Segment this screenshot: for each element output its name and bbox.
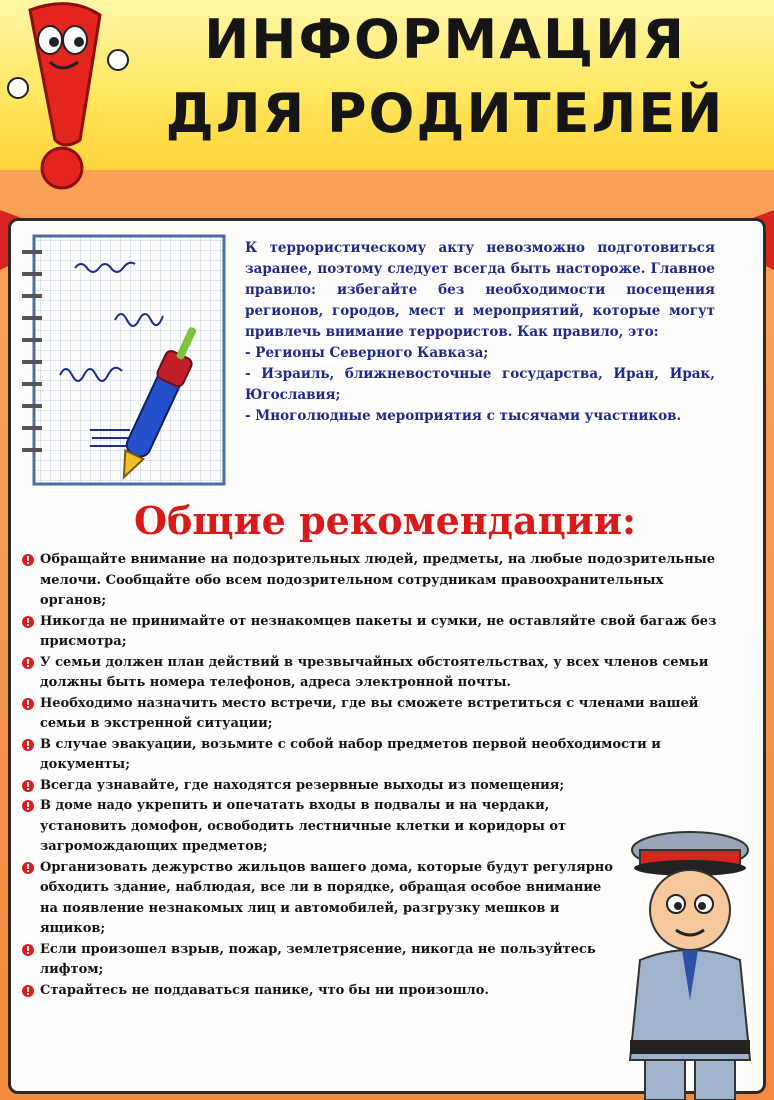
- list-item: [22, 612, 722, 653]
- list-item: [22, 550, 722, 612]
- list-item-text: Организовать дежурство жильцов вашего дома, которые будут регулярно обходить здание, наблюдая, все ли в порядке, обращая особое внимание на появление незнакомых лиц и автомобилей, разгрузку мешков и ящиков;: [40, 859, 613, 936]
- exclamation-mascot-icon: [0, 0, 140, 200]
- list-item-text: В доме надо укрепить и опечатать входы в подвалы и на чердаки, установить домофон, освободить лестничные клетки и коридоры от загромождающих предметов;: [40, 798, 567, 854]
- exclamation-bullet-icon: [22, 698, 34, 710]
- exclamation-bullet-icon: [22, 862, 34, 874]
- list-item: [22, 735, 722, 776]
- recommendations-title: Общие рекомендации:: [133, 498, 637, 543]
- list-item: [22, 940, 600, 981]
- page-title-line2: ДЛЯ РОДИТЕЛЕЙ: [165, 82, 725, 145]
- intro-paragraph: К террористическому акту невозможно подготовиться заранее, поэтому следует всегда быть настороже. Главное правило: избегайте без необходимости посещения регионов, городов, мест и мероприятий, которые могут привлечь внимание террористов. Как правило, это:: [245, 240, 715, 340]
- intro-item: - Регионы Северного Кавказа;: [245, 345, 489, 361]
- list-item-text: Старайтесь не поддаваться панике, что бы ни произошло.: [40, 982, 489, 998]
- exclamation-bullet-icon: [22, 780, 34, 792]
- list-item: [22, 694, 722, 735]
- list-item-text: Необходимо назначить место встречи, где вы сможете встретиться с членами вашей семьи в экстренной ситуации;: [40, 695, 699, 731]
- intro-text-block: [245, 238, 715, 427]
- list-item: [22, 796, 640, 858]
- intro-item: - Многолюдные мероприятия с тысячами участников.: [245, 408, 682, 424]
- list-item-text: Обращайте внимание на подозрительных людей, предметы, на любые подозрительные мелочи. Сообщайте обо всем подозрительном сотрудникам правоохранительных органов;: [40, 552, 716, 608]
- exclamation-bullet-icon: [22, 985, 34, 997]
- list-item-text: Всегда узнавайте, где находятся резервные выходы из помещения;: [40, 777, 565, 793]
- exclamation-bullet-icon: [22, 944, 34, 956]
- exclamation-bullet-icon: [22, 739, 34, 751]
- list-item: [22, 858, 620, 940]
- list-item: [22, 776, 722, 797]
- exclamation-bullet-icon: [22, 657, 34, 669]
- page-title-line1: ИНФОРМАЦИЯ: [204, 8, 686, 71]
- list-item-text: Если произошел взрыв, пожар, землетрясение, никогда не пользуйтесь лифтом;: [40, 941, 596, 977]
- intro-item: - Израиль, ближневосточные государства, Иран, Ирак, Югославия;: [245, 366, 715, 403]
- list-item-text: В случае эвакуации, возьмите с собой набор предметов первой необходимости и документы;: [40, 736, 661, 772]
- list-item-text: Никогда не принимайте от незнакомцев пакеты и сумки, не оставляйте свой багаж без присмотра;: [40, 613, 717, 649]
- exclamation-bullet-icon: [22, 800, 34, 812]
- policeman-mascot-icon: [610, 830, 770, 1100]
- list-item: [22, 653, 722, 694]
- list-item: [22, 981, 620, 1002]
- notebook-pen-icon: [20, 230, 240, 490]
- exclamation-bullet-icon: [22, 616, 34, 628]
- exclamation-bullet-icon: [22, 554, 34, 566]
- list-item-text: У семьи должен план действий в чрезвычайных обстоятельствах, у всех членов семьи должны быть номера телефонов, адреса электронной почты.: [40, 654, 709, 690]
